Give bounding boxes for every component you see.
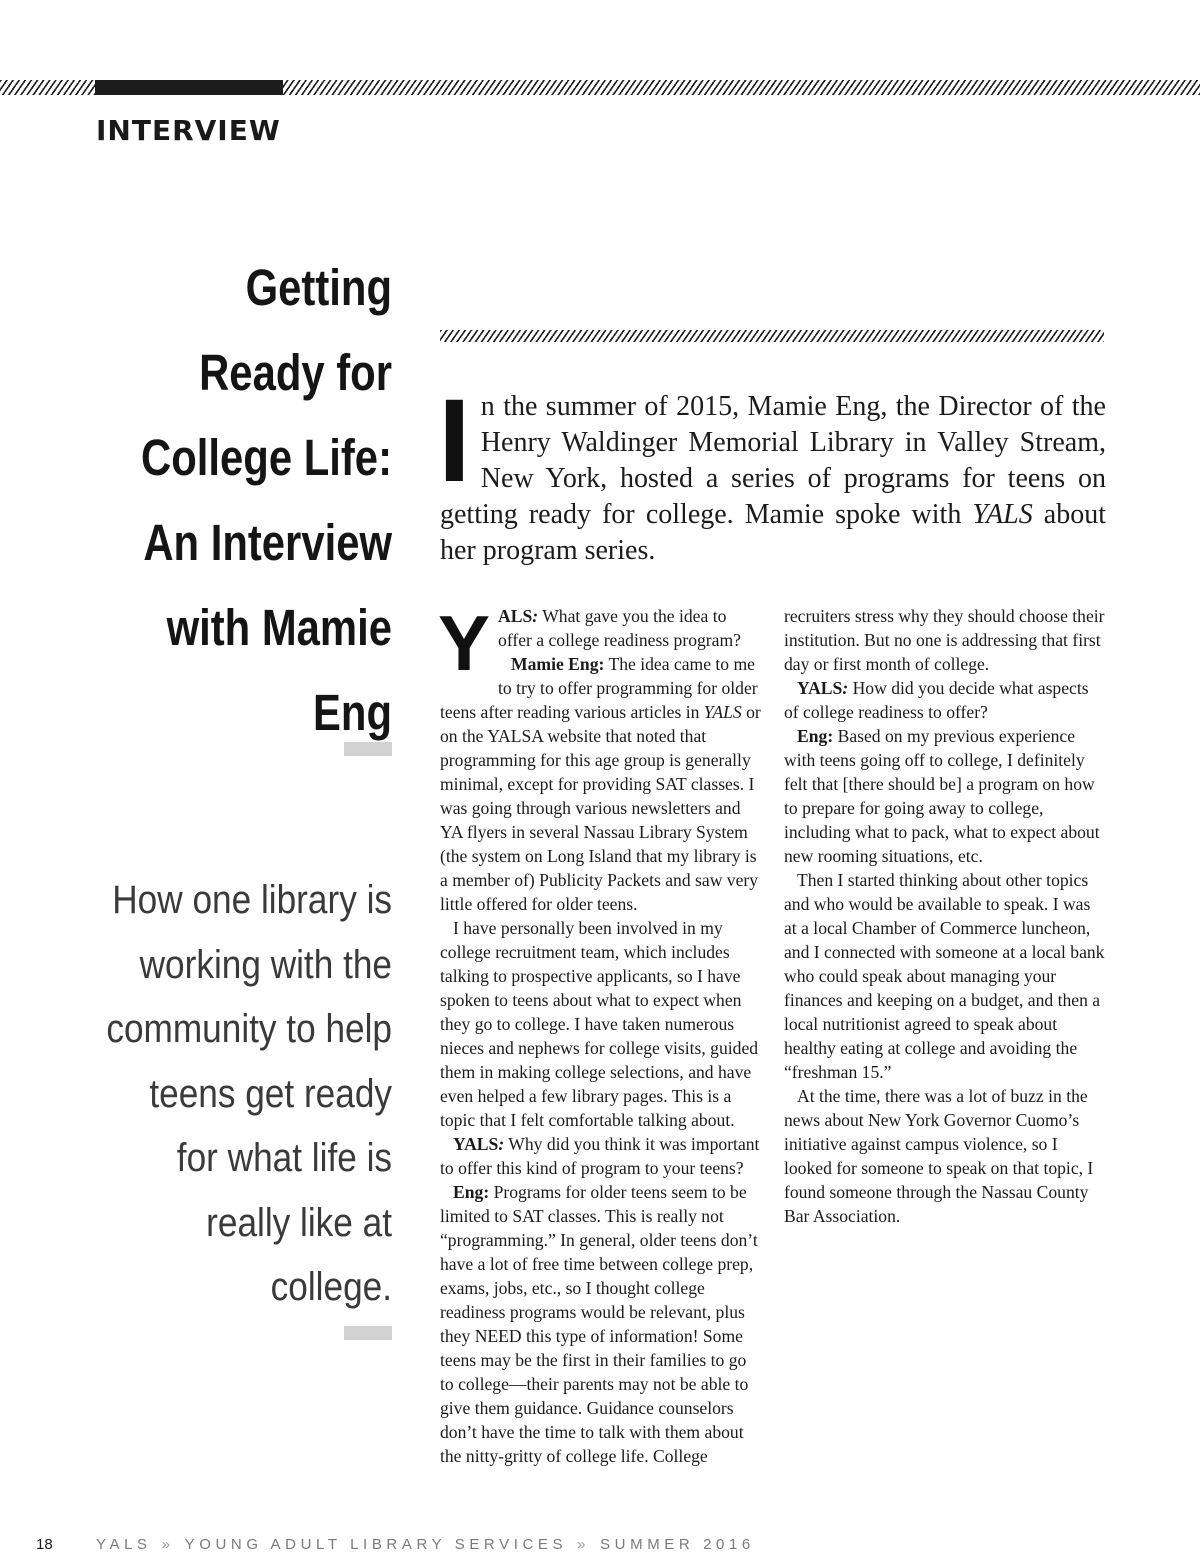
running-footer — [96, 1535, 755, 1555]
continued-text: recruiters stress why they should choose their institution. But no one is addressing that first day or first month of college. — [784, 606, 1105, 674]
intro-text-end: about her program series. — [440, 499, 1106, 566]
footer-separator: » — [161, 1536, 175, 1553]
footer-separator: » — [577, 1536, 591, 1553]
answer-text: Based on my previous experience with teens going off to college, I definitely felt that [there should be] a program on how to prepare for going away to college, including what to pack, what to expect about new rooming situations, etc. — [784, 726, 1100, 866]
answer-text: The idea came to me to try to offer programming for older teens after reading various articles in — [440, 654, 758, 722]
footer-issue: SUMMER 2016 — [600, 1536, 755, 1553]
answer-speaker: Eng: — [797, 726, 834, 746]
question-speaker: ALS — [498, 606, 533, 626]
article-headline: Getting Ready for College Life: An Interview with Mamie Eng — [141, 259, 392, 741]
answer-text: Programs for older teens seem to be limited to SAT classes. This is really not “programming.” In general, older teens don’t have a lot of free time between college prep, exams, jobs, etc., so I thought college readiness programs would be relevant, plus they NEED this type of information! Some teens may be the first in their families to go to college—their parents may not be able to give them guidance. Guidance counselors don’t have the time to talk with them about the nitty-gritty of college life. College — [440, 1182, 758, 1466]
body-column-right — [784, 604, 1106, 1228]
body-column-left — [438, 599, 762, 1468]
answer-speaker: Mamie Eng: — [511, 654, 605, 674]
answer-3 — [784, 724, 1106, 868]
intro-text: n the summer of 2015, Mamie Eng, the Director of the Henry Waldinger Memorial Library in Valley Stream, New York, hosted a series of programs for teens on getting ready for college. Mamie spoke with — [440, 391, 1106, 530]
question-speaker: YALS — [797, 678, 843, 698]
footer-publication-full: YOUNG ADULT LIBRARY SERVICES — [184, 1536, 568, 1553]
answer-speaker: Eng: — [453, 1182, 490, 1202]
intro-publication-name: YALS — [972, 499, 1033, 530]
question-text: What gave you the idea to offer a college readiness program? — [498, 606, 741, 650]
question-3 — [784, 676, 1106, 724]
article-subtitle: How one library is working with the community to help teens get ready for what life is really like at college. — [106, 878, 393, 1309]
body-drop-cap: Y — [438, 599, 491, 687]
intro-drop-cap: I — [438, 375, 471, 507]
answer-1-paragraph-2: I have personally been involved in my college recruitment team, which includes talking to prospective applicants, so I have spoken to teens about what to expect when they go to college. I have taken numerous nieces and nephews for college visits, guided them in making college selections, and have even helped a few library pages. This is a topic that I felt comfortable talking about. — [440, 918, 759, 1130]
headline-accent-bar — [344, 742, 392, 756]
subtitle-accent-bar — [344, 1326, 392, 1340]
answer-3-paragraph-3: At the time, there was a lot of buzz in the news about New York Governor Cuomo’s initiative against campus violence, so I looked for someone to speak on that topic, I found someone through the Nassau County Bar Association. — [784, 1086, 1094, 1226]
page-number: 18 — [36, 1536, 53, 1553]
answer-1 — [440, 652, 762, 916]
answer-publication-name: YALS — [703, 702, 742, 722]
speaker-colon: : — [842, 678, 849, 698]
header-accent-bar — [95, 80, 283, 95]
question-text: Why did you think it was important to offer this kind of program to your teens? — [440, 1134, 760, 1178]
section-label: INTERVIEW — [96, 114, 281, 147]
intro-hatch-rule — [440, 330, 1104, 342]
question-speaker: YALS — [453, 1134, 499, 1154]
question-2 — [440, 1132, 762, 1180]
speaker-colon: : — [498, 1134, 505, 1154]
answer-text-cont: or on the YALSA website that noted that programming for this age group is generally minimal, except for providing SAT classes. I was going through various newsletters and YA flyers in several Nassau Library System (the system on Long Island that my library is a member of) Publicity Packets and saw very little offered for older teens. — [440, 702, 761, 914]
answer-2-continued — [784, 604, 1106, 676]
question-text: How did you decide what aspects of college readiness to offer? — [784, 678, 1089, 722]
answer-2 — [440, 1180, 762, 1468]
answer-3-paragraph-2: Then I started thinking about other topics and who would be available to speak. I was at a local Chamber of Commerce luncheon, and I connected with someone at a local bank who could speak about managing your finances and keeping on a budget, and then a local nutritionist agreed to speak about healthy eating at college and avoiding the “freshman 15.” — [784, 870, 1105, 1082]
footer-publication-short: YALS — [96, 1536, 152, 1553]
intro-paragraph — [438, 375, 1106, 569]
speaker-colon: : — [532, 606, 539, 626]
